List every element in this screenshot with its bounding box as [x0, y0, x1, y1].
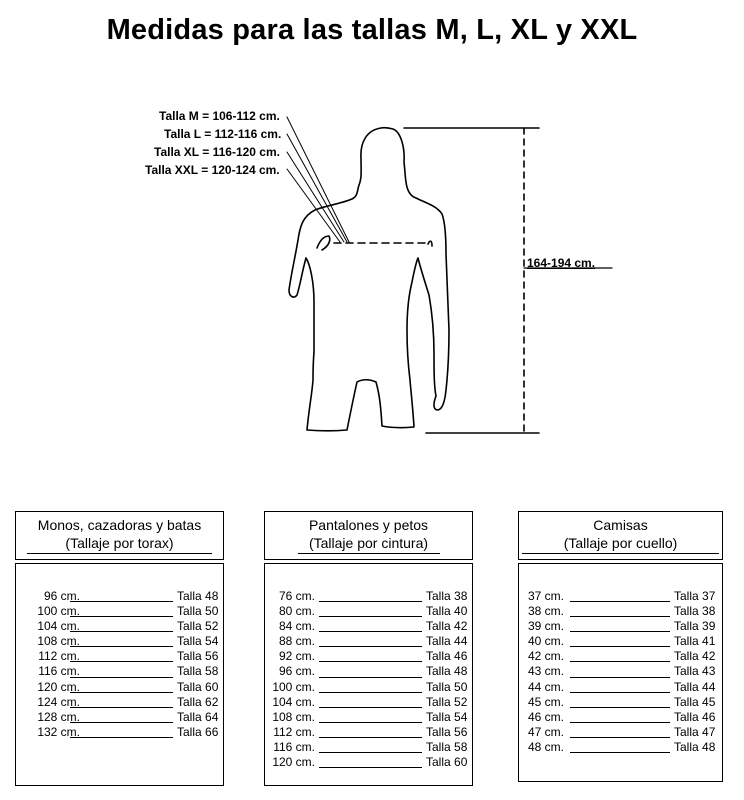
size-value: Talla 38: [426, 589, 468, 603]
table-row: [265, 680, 472, 695]
table-header-pantalones: [264, 511, 473, 560]
table-row: [16, 695, 223, 710]
size-value: Talla 44: [426, 634, 468, 649]
measurement-value: 112 cm.: [38, 649, 80, 664]
leader-line: [570, 631, 670, 632]
callout-talla-xl: Talla XL = 116-120 cm.: [154, 145, 280, 159]
table-row: [16, 680, 223, 695]
leader-line: [319, 737, 422, 738]
leader-line: [570, 646, 670, 647]
size-value: Talla 54: [426, 709, 468, 724]
measurement-value: 43 cm.: [527, 664, 564, 679]
size-rows: [519, 589, 722, 755]
table-row: [16, 725, 223, 740]
table-list-monos: [15, 563, 224, 786]
measurement-value: 120 cm.: [272, 755, 315, 770]
leader-line: [570, 692, 670, 693]
leader-line: [319, 677, 422, 678]
leader-line: [570, 722, 670, 723]
table-row: [519, 710, 722, 725]
measurement-value: 46 cm.: [527, 709, 564, 724]
table-row: [265, 755, 472, 770]
table-row: [265, 695, 472, 710]
size-value: Talla 46: [674, 709, 716, 724]
size-value: Talla 48: [674, 739, 716, 754]
size-value: Talla 42: [426, 619, 468, 634]
measurement-value: 96 cm.: [43, 589, 80, 603]
size-value: Talla 60: [426, 755, 468, 770]
measurement-value: 42 cm.: [527, 649, 564, 664]
table-row: [16, 619, 223, 634]
table-row: [519, 680, 722, 695]
callout-talla-m: Talla M = 106-112 cm.: [159, 109, 280, 123]
measurement-value: 44 cm.: [527, 679, 564, 694]
table-row: [265, 619, 472, 634]
table-header-camisas: [518, 511, 723, 560]
table-row: [16, 604, 223, 619]
table-row: [519, 649, 722, 664]
leader-line: [70, 722, 173, 723]
table-row: [519, 664, 722, 679]
table-row: [519, 634, 722, 649]
measurement-value: 39 cm.: [527, 619, 564, 634]
size-value: Talla 41: [674, 634, 716, 649]
measurement-value: 104 cm.: [272, 694, 315, 709]
size-rows: [265, 589, 472, 770]
leader-line: [319, 767, 422, 768]
table-row: [16, 589, 223, 604]
size-value: Talla 58: [426, 739, 468, 754]
measurement-value: 37 cm.: [527, 589, 564, 603]
leader-line: [70, 631, 173, 632]
measurement-value: 108 cm.: [37, 634, 80, 649]
size-value: Talla 40: [426, 604, 468, 619]
table-row: [16, 634, 223, 649]
leader-line: [570, 752, 670, 753]
table-row: [519, 589, 722, 604]
measurement-value: 116 cm.: [38, 664, 80, 679]
size-value: Talla 50: [177, 604, 219, 619]
size-value: Talla 50: [426, 679, 468, 694]
leader-line: [70, 707, 173, 708]
leader-line: [70, 616, 173, 617]
measurement-value: 96 cm.: [278, 664, 315, 679]
size-rows: [16, 589, 223, 740]
leader-line: [570, 677, 670, 678]
measurement-value: 40 cm.: [527, 634, 564, 649]
size-value: Talla 47: [674, 724, 716, 739]
size-value: Talla 45: [674, 694, 716, 709]
measurement-value: 48 cm.: [527, 739, 564, 754]
table-subtitle: (Tallaje por cintura): [298, 535, 440, 554]
size-value: Talla 39: [674, 619, 716, 634]
size-value: Talla 38: [674, 604, 716, 619]
leader-line: [319, 661, 422, 662]
leader-line: [319, 752, 422, 753]
measurement-value: 100 cm.: [272, 679, 315, 694]
page-title: Medidas para las tallas M, L, XL y XXL: [106, 14, 638, 46]
leader-line: [70, 692, 173, 693]
measurement-value: 128 cm.: [37, 709, 80, 724]
leader-line: [570, 737, 670, 738]
measurement-value: 47 cm.: [527, 724, 564, 739]
size-value: Talla 54: [177, 634, 219, 649]
leader-line: [319, 707, 422, 708]
callout-talla-l: Talla L = 112-116 cm.: [164, 127, 282, 141]
table-title: Camisas: [593, 517, 648, 533]
leader-line: [570, 616, 670, 617]
leader-line: [70, 646, 173, 647]
measurement-value: 88 cm.: [278, 634, 315, 649]
leader-line: [570, 707, 670, 708]
measurement-value: 45 cm.: [527, 694, 564, 709]
leader-line: [319, 601, 422, 602]
size-value: Talla 48: [426, 664, 468, 679]
table-title: Monos, cazadoras y batas: [37, 517, 202, 533]
table-title: Pantalones y petos: [308, 517, 429, 533]
table-list-camisas: [518, 563, 723, 782]
size-value: Talla 37: [674, 589, 716, 603]
size-value: Talla 56: [426, 724, 468, 739]
leader-line: [70, 737, 173, 738]
leader-line: [70, 677, 173, 678]
table-row: [16, 710, 223, 725]
leader-line: [70, 661, 173, 662]
table-row: [265, 664, 472, 679]
leader-line: [319, 646, 422, 647]
size-value: Talla 46: [426, 649, 468, 664]
leader-line: [570, 601, 670, 602]
measurement-value: 80 cm.: [278, 604, 315, 619]
size-value: Talla 52: [426, 694, 468, 709]
measurement-value: 132 cm.: [37, 724, 80, 739]
table-row: [265, 634, 472, 649]
measurement-value: 104 cm.: [37, 619, 80, 634]
measurement-value: 38 cm.: [527, 604, 564, 619]
measurement-value: 100 cm.: [37, 604, 80, 619]
size-value: Talla 43: [674, 664, 716, 679]
callout-talla-xxl: Talla XXL = 120-124 cm.: [145, 163, 280, 177]
table-row: [265, 589, 472, 604]
table-row: [519, 725, 722, 740]
size-value: Talla 66: [177, 724, 219, 739]
size-value: Talla 52: [177, 619, 219, 634]
table-row: [16, 664, 223, 679]
table-row: [519, 604, 722, 619]
size-value: Talla 44: [674, 679, 716, 694]
height-label: 164-194 cm.: [527, 256, 596, 270]
leader-line: [570, 661, 670, 662]
leader-line: [319, 692, 422, 693]
leader-line: [319, 722, 422, 723]
measurement-value: 92 cm.: [278, 649, 315, 664]
table-subtitle: (Tallaje por torax): [27, 535, 212, 554]
measurement-value: 76 cm.: [278, 589, 315, 603]
table-list-pantalones: [264, 563, 473, 786]
table-row: [265, 649, 472, 664]
table-row: [519, 619, 722, 634]
table-row: [265, 710, 472, 725]
measurement-value: 108 cm.: [272, 709, 315, 724]
table-row: [519, 740, 722, 755]
table-subtitle: (Tallaje por cuello): [522, 535, 719, 554]
size-value: Talla 56: [177, 649, 219, 664]
measurement-value: 112 cm.: [273, 724, 315, 739]
measurement-value: 116 cm.: [273, 739, 315, 754]
leader-line: [319, 616, 422, 617]
table-row: [519, 695, 722, 710]
size-value: Talla 62: [177, 694, 219, 709]
leader-line: [319, 631, 422, 632]
size-value: Talla 60: [177, 679, 219, 694]
measurement-value: 124 cm.: [37, 694, 80, 709]
size-value: Talla 58: [177, 664, 219, 679]
size-value: Talla 42: [674, 649, 716, 664]
measurement-value: 120 cm.: [37, 679, 80, 694]
table-row: [265, 740, 472, 755]
table-header-monos: [15, 511, 224, 560]
body-outline: [289, 128, 449, 431]
table-row: [265, 604, 472, 619]
measurement-value: 84 cm.: [278, 619, 315, 634]
table-row: [265, 725, 472, 740]
size-value: Talla 64: [177, 709, 219, 724]
size-value: Talla 48: [177, 589, 219, 603]
leader-line: [70, 601, 173, 602]
table-row: [16, 649, 223, 664]
